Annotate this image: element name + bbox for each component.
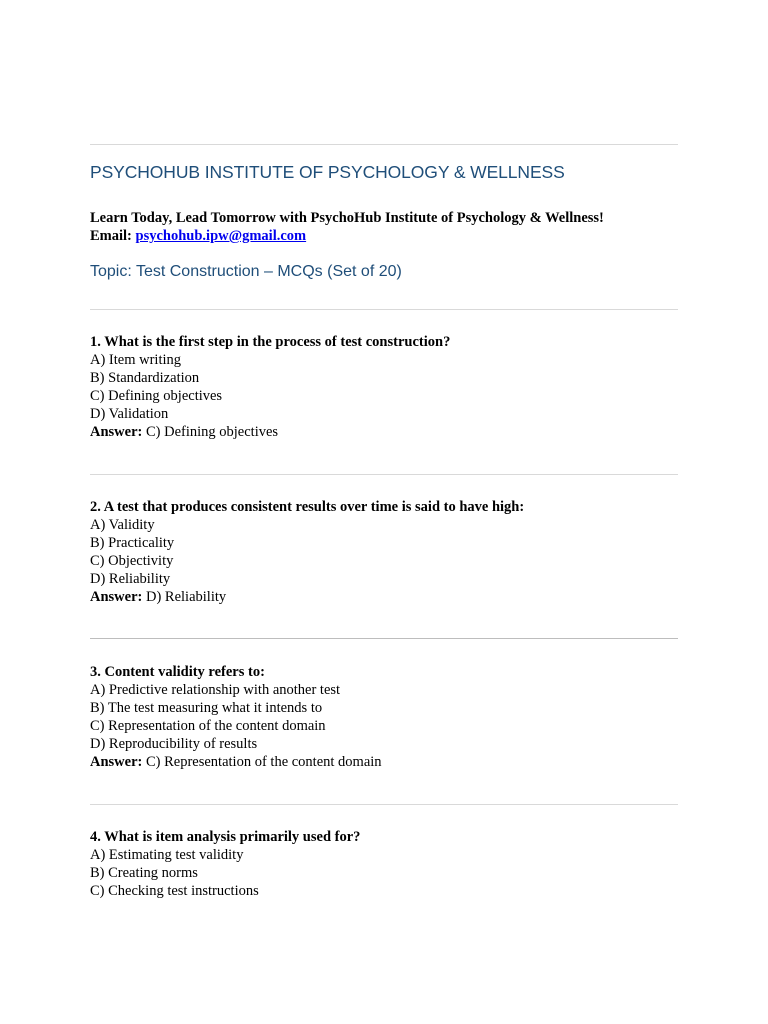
answer-text: D) Reliability	[145, 588, 227, 605]
option-d: D) Validation	[90, 405, 169, 422]
question-block-2	[90, 499, 678, 606]
question-text: 3. Content validity refers to:	[90, 664, 265, 680]
divider	[90, 804, 678, 805]
option-d: D) Reliability	[90, 570, 171, 587]
answer-label: Answer:	[90, 753, 143, 770]
option-a: A) Item writing	[90, 351, 182, 368]
option-b: B) Practicality	[90, 534, 175, 551]
answer-line	[90, 589, 678, 607]
option-b: B) The test measuring what it intends to	[90, 699, 323, 716]
page-title: PSYCHOHUB INSTITUTE OF PSYCHOLOGY & WELLNESS	[90, 162, 565, 182]
question-block-3	[90, 664, 678, 771]
answer-text: C) Representation of the content domain	[145, 753, 382, 770]
answer-label: Answer:	[90, 423, 143, 440]
divider	[90, 638, 678, 639]
option-a: A) Estimating test validity	[90, 846, 244, 863]
answer-line	[90, 424, 678, 442]
answer-label: Answer:	[90, 588, 143, 605]
divider	[90, 309, 678, 310]
email-line	[90, 227, 306, 245]
option-b: B) Creating norms	[90, 864, 198, 881]
option-c: C) Defining objectives	[90, 387, 223, 404]
question-text: 1. What is the first step in the process of test construction?	[90, 334, 451, 350]
option-d: D) Reproducibility of results	[90, 735, 258, 752]
email-label: Email:	[90, 228, 132, 244]
option-c: C) Checking test instructions	[90, 882, 259, 899]
option-b: B) Standardization	[90, 369, 200, 386]
answer-line	[90, 754, 678, 772]
divider	[90, 474, 678, 475]
answer-text: C) Defining objectives	[145, 423, 279, 440]
option-a: A) Predictive relationship with another test	[90, 681, 341, 698]
option-c: C) Objectivity	[90, 552, 174, 569]
email-link[interactable]: psychohub.ipw@gmail.com	[135, 228, 307, 244]
question-text: 2. A test that produces consistent results over time is said to have high:	[90, 499, 525, 515]
question-block-4	[90, 829, 678, 901]
question-block-1	[90, 334, 678, 441]
option-a: A) Validity	[90, 516, 155, 533]
divider	[90, 144, 678, 145]
tagline: Learn Today, Lead Tomorrow with PsychoHub Institute of Psychology & Wellness!	[90, 210, 604, 226]
question-text: 4. What is item analysis primarily used for?	[90, 829, 361, 845]
topic-heading: Topic: Test Construction – MCQs (Set of 20)	[90, 263, 402, 280]
option-c: C) Representation of the content domain	[90, 717, 326, 734]
